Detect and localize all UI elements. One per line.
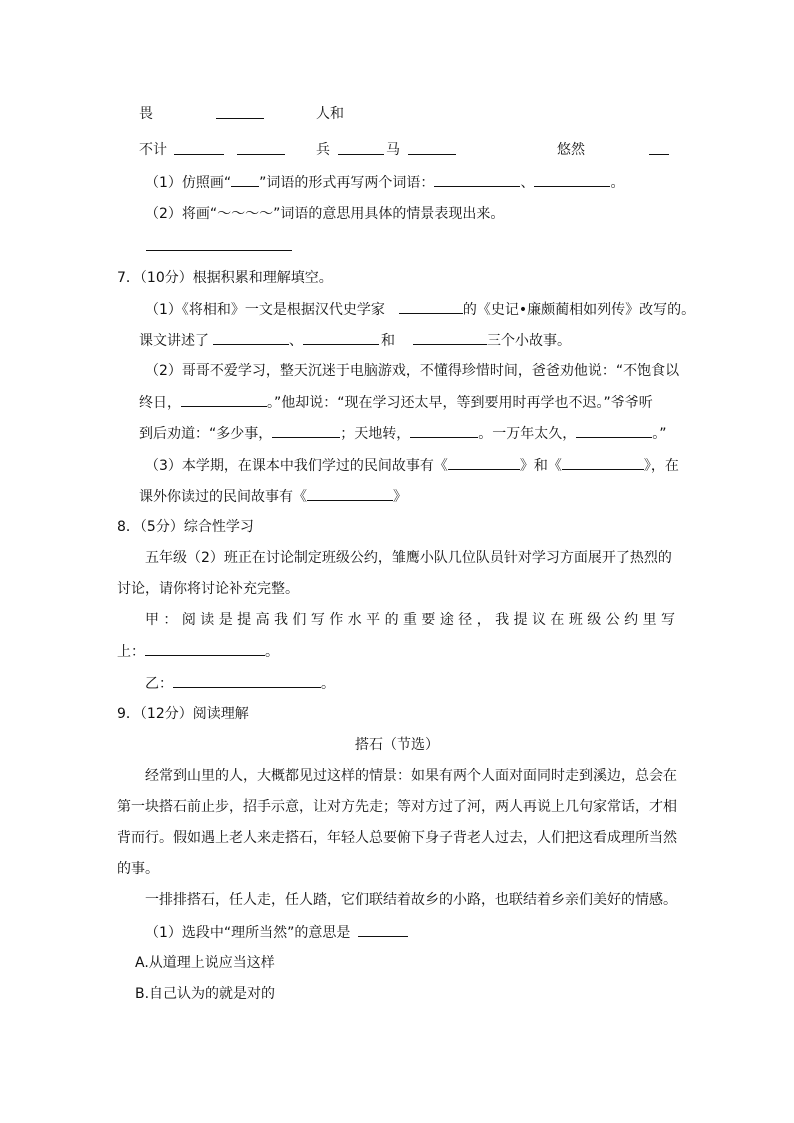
blank[interactable] [173,673,321,688]
blank[interactable] [562,455,644,470]
blank[interactable] [307,486,393,501]
blank[interactable] [399,299,463,314]
q8-p1-line2: 讨论，请你将讨论补充完整。 [117,581,299,597]
q7-s1-line1: （1）《将相和》一文是根据汉代史学家 的《史记•廉颇蔺相如列传》改写的。 [145,299,695,319]
blank[interactable] [303,330,379,345]
q8-title: 8．（5分）综合性学习 [117,519,254,535]
blank[interactable] [576,423,652,438]
q7-s2-line3: 到后劝道：“多少事， ；天地转， 。一万年太久， 。” [139,423,667,443]
passage-title: 搭石（节选） [355,737,439,753]
blank[interactable] [534,172,610,187]
blank[interactable] [174,140,224,155]
q6-sub2: （2）将画“～～～～”词语的意思用具体的情景表现出来。 [145,206,505,222]
blank[interactable] [181,392,267,407]
blank[interactable] [237,140,285,155]
blank[interactable] [213,330,289,345]
q7-s2-line2: 终日， 。”他却说：“现在学习还太早，等到要用时再学也不迟。”爷爷听 [139,392,653,412]
word-bing: 兵 [316,142,330,158]
blank[interactable] [145,641,265,656]
q6-sub1: （1）仿照画“ ”词语的形式再写两个词语： 、 。 [145,172,624,192]
word-ma: 马 [386,142,400,158]
blank[interactable] [408,140,456,155]
q7-title: 7．（10分）根据积累和理解填空。 [117,270,333,286]
option-b[interactable]: B.自己认为的就是对的 [135,986,276,1002]
blank[interactable] [216,104,264,119]
q9-title: 9．（12分）阅读理解 [117,706,249,722]
blank[interactable] [146,236,292,251]
blank[interactable] [649,140,669,155]
word-buji: 不计 [139,142,167,158]
word-renhe: 人和 [316,106,344,122]
word-wei: 畏 [139,106,153,122]
q8-yi: 乙： 。 [145,673,335,693]
q7-s1-line2: 课文讲述了 、 和 三个小故事。 [139,330,571,350]
passage-p1-line3: 背而行。假如遇上老人来走搭石，年轻人总要俯下身子背老人过去，人们把这看成理所当然 [117,830,677,846]
passage-p1-line1: 经常到山里的人，大概都见过这样的情景：如果有两个人面对面同时走到溪边，总会在 [145,768,677,784]
passage-p1-line4: 的事。 [117,861,159,877]
blank[interactable] [410,423,478,438]
blank[interactable] [448,455,520,470]
q7-s3-line1: （3）本学期，在课本中我们学过的民间故事有《 》和《 》，在 [145,455,679,475]
blank[interactable] [358,922,408,937]
blank[interactable] [338,140,384,155]
option-a[interactable]: A.从道理上说应当这样 [135,955,275,971]
blank[interactable] [413,330,487,345]
q7-s2-line1: （2）哥哥不爱学习，整天沉迷于电脑游戏，不懂得珍惜时间，爸爸劝他说：“不饱食以 [145,363,680,379]
q8-jia-line2: 上： 。 [117,641,279,661]
q7-s3-line2: 课外你读过的民间故事有《 》 [139,486,407,506]
blank[interactable] [272,423,340,438]
passage-p1-line2: 第一块搭石前止步，招手示意，让对方先走；等对方过了河，两人再说上几句家常话，才相 [117,799,677,815]
q9-sub1: （1）选段中“理所当然”的意思是 [145,922,408,942]
blank[interactable] [231,172,259,187]
passage-p2: 一排排搭石，任人走，任人踏，它们联结着故乡的小路，也联结着乡亲们美好的情感。 [145,892,677,908]
blank[interactable] [434,172,520,187]
q8-jia-line1: 甲：阅读是提高我们写作水平的重要途径，我提议在班级公约里写 [145,612,675,628]
word-youran: 悠然 [557,142,585,158]
q8-p1-line1: 五年级（2）班正在讨论制定班级公约，雏鹰小队几位队员针对学习方面展开了热烈的 [145,550,672,566]
